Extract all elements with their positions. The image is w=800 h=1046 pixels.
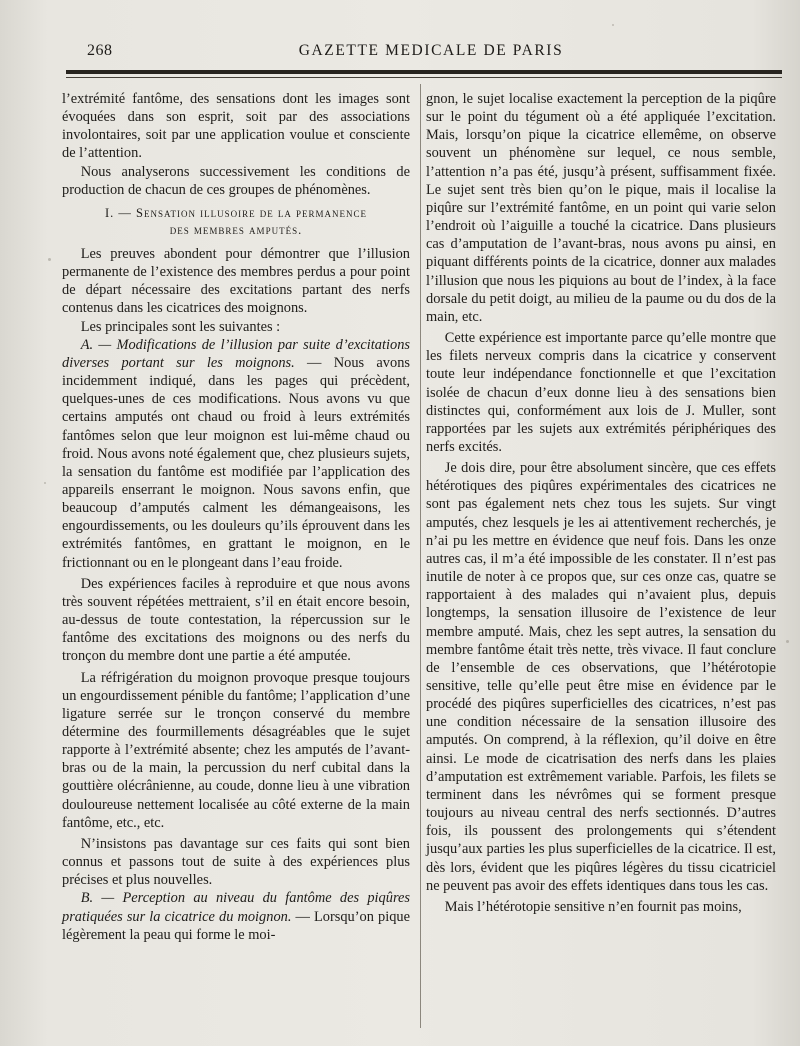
header-rule-thin: [66, 77, 782, 78]
paper-speck: [612, 24, 614, 26]
subheading-b: B. — Perception au niveau du fantôme des piqûres pratiquées sur la cicatrice du moignon.: [62, 890, 410, 925]
left-column: [62, 90, 410, 944]
paragraph: La réfrigération du moignon provoque presque toujours un engourdissement pénible du fantôme; l’application d’une ligature serrée sur le tronçon conservé du membre détermine des fourmillements désagréables que le sujet rapporte à l’extrémité absente; chez les amputés de l’avant-bras ou de la main, la percussion du nerf cubital dans la gouttière olécrânienne, au coude, donne lieu à une vibration douloureuse nettement localisée au côté externe de la main fantôme, etc., etc.: [62, 669, 410, 831]
column-divider: [420, 84, 421, 1028]
right-column: [426, 90, 776, 916]
paragraph: Les principales sont les suivantes :: [80, 318, 281, 335]
paragraph: [62, 889, 410, 943]
paragraph: l’extrémité fantôme, des sensations dont les images sont évoquées dans son esprit, soit par des associations involontaires, soit par une application voulue et consciente de l’attention.: [62, 91, 410, 162]
paragraph-text: — Nous avons incidemment indiqué, dans les pages qui précèdent, quelques-unes de ces modifications. Nous avons vu que certains amputés ont chaud ou froid à leurs extrémités fantômes selon que leur moignon est lui-même chaud ou froid. Nous avons noté également que, chez plusieurs sujets, la sensation du fantôme est modifiée par l’application des appareils enserrant le moignon. Nous savons enfin, que beaucoup d’amputés calment les démangeaisons, les engourdissements, ou les douleurs qu’ils éprouvent dans les extrémités fantômes, en grattant le moignon, en le frictionnant ou en le plongeant dans l’eau froide.: [62, 354, 410, 571]
paragraph: gnon, le sujet localise exactement la perception de la piqûre sur le point du tégument où a été appliquée l’excitation. Mais, lorsqu’on pique la cicatrice ellemême, on observe souvent un phénomène sur lequel, ce nous semble, l’attention n’a pas été, jusqu’à présent, suffisamment fixée. Le sujet sent très bien qu’on le pique, mais il localise la piqûre sur l’extrémité fantôme, en un point qui varie selon l’endroit où l’aiguille a touché la cicatrice. Dans plusieurs cas d’amputation de l’avant-bras, nous avons pu ainsi, en piquant différents points de la cicatrice, donner aux malades l’illusion que nous les piquions au bout de l’index, à la face dorsale du petit doigt, au milieu de la paume ou du dos de la main, etc.: [426, 91, 776, 325]
paragraph-text: — Lorsqu’on pique légèrement la peau qui forme le moi-: [62, 908, 410, 943]
running-title: GAZETTE MEDICALE DE PARIS: [298, 42, 564, 59]
paragraph: Des expériences faciles à reproduire et que nous avons très souvent répétées mettraient, s’il en était encore besoin, au-dessus de toute contestation, la répercussion sur le fantôme des excitations des moignons ou des nerfs du tronçon du membre dont une partie a été amputée.: [62, 575, 410, 665]
paper-speck: [48, 258, 51, 261]
paper-speck: [786, 640, 789, 643]
paragraph: [62, 336, 410, 572]
header-rule-thick: [66, 70, 782, 74]
section-heading-line: I. — Sensation illusoire de la permanence: [105, 205, 367, 220]
paragraph: N’insistons pas davantage sur ces faits qui sont bien connus et passons tout de suite à des expériences plus précises et plus nouvelles.: [62, 835, 410, 889]
paragraph: Je dois dire, pour être absolument sincère, que ces effets hétérotiques des piqûres expérimentales des cicatrices ne sont pas également nets chez tous les sujets. Sur vingt amputés, chez lesquels je les ai attentivement recherchés, je n’ai pu les mettre en évidence que neuf fois. Dans les onze autres cas, il m’a été impossible de les constater. Il n’est pas inutile de noter à ce propos que, sur ces onze cas, quatre se rapportaient à des malades qui n’avaient plus, depuis longtemps, la sensation illusoire de l’existence de leur membre amputé. Mais, chez les sept autres, la sensation du membre fantôme était très nette, très vivace. Il faut conclure de l’ensemble de ces observations, que l’hétérotopie sensitive, telle qu’elle peut être mise en évidence par le procédé des piqûres superficielles des cicatrices, n’est pas une condition nécessaire de la sensation illusoire des amputés. On comprend, à la réflexion, qu’il doive en être ainsi. Le mode de cicatrisation des nerfs dans les plaies d’amputation est extrêmement variable. Parfois, les filets se terminent dans les névrômes qui se forment presque toujours au niveau central des nerfs sectionnés. D’autres fois, ils poussent des prolongements qui s’étendent jusqu’aux parties les plus superficielles de la cicatrice. Il est, dès lors, évident que les piqûres légères du tissu cicatriciel ne peuvent pas avoir des effets identiques dans tous les cas.: [426, 460, 776, 894]
paper-speck: [44, 482, 46, 484]
subheading-a: A. — Modifications de l’illusion par suite d’excitations diverses portant sur les moignons.: [62, 336, 410, 371]
page-number: 268: [87, 42, 113, 59]
paragraph: Nous analyserons successivement les conditions de production de chacun de ces groupes de phénomènes.: [62, 163, 410, 198]
paragraph: Cette expérience est importante parce qu’elle montre que les filets nerveux compris dans la cicatrice y conservent toute leur indépendance fonctionnelle et que l’excitation isolée de chacun d’eux donne lieu à des sensations bien distinctes qui, conformément aux lois de J. Muller, sont rapportées par les sujets aux extrémités périphériques des nerfs excités.: [426, 330, 776, 455]
paragraph: Mais l’hétérotopie sensitive n’en fournit pas moins,: [444, 898, 742, 915]
paragraph: Les preuves abondent pour démontrer que l’illusion permanente de l’existence des membres perdus a pour point de départ nécessaire des excitations partant des nerfs contenus dans les cicatrices des moignons.: [62, 245, 410, 317]
section-heading: [62, 205, 410, 239]
page-header: [60, 38, 782, 64]
section-heading-line: des membres amputés.: [169, 222, 303, 237]
